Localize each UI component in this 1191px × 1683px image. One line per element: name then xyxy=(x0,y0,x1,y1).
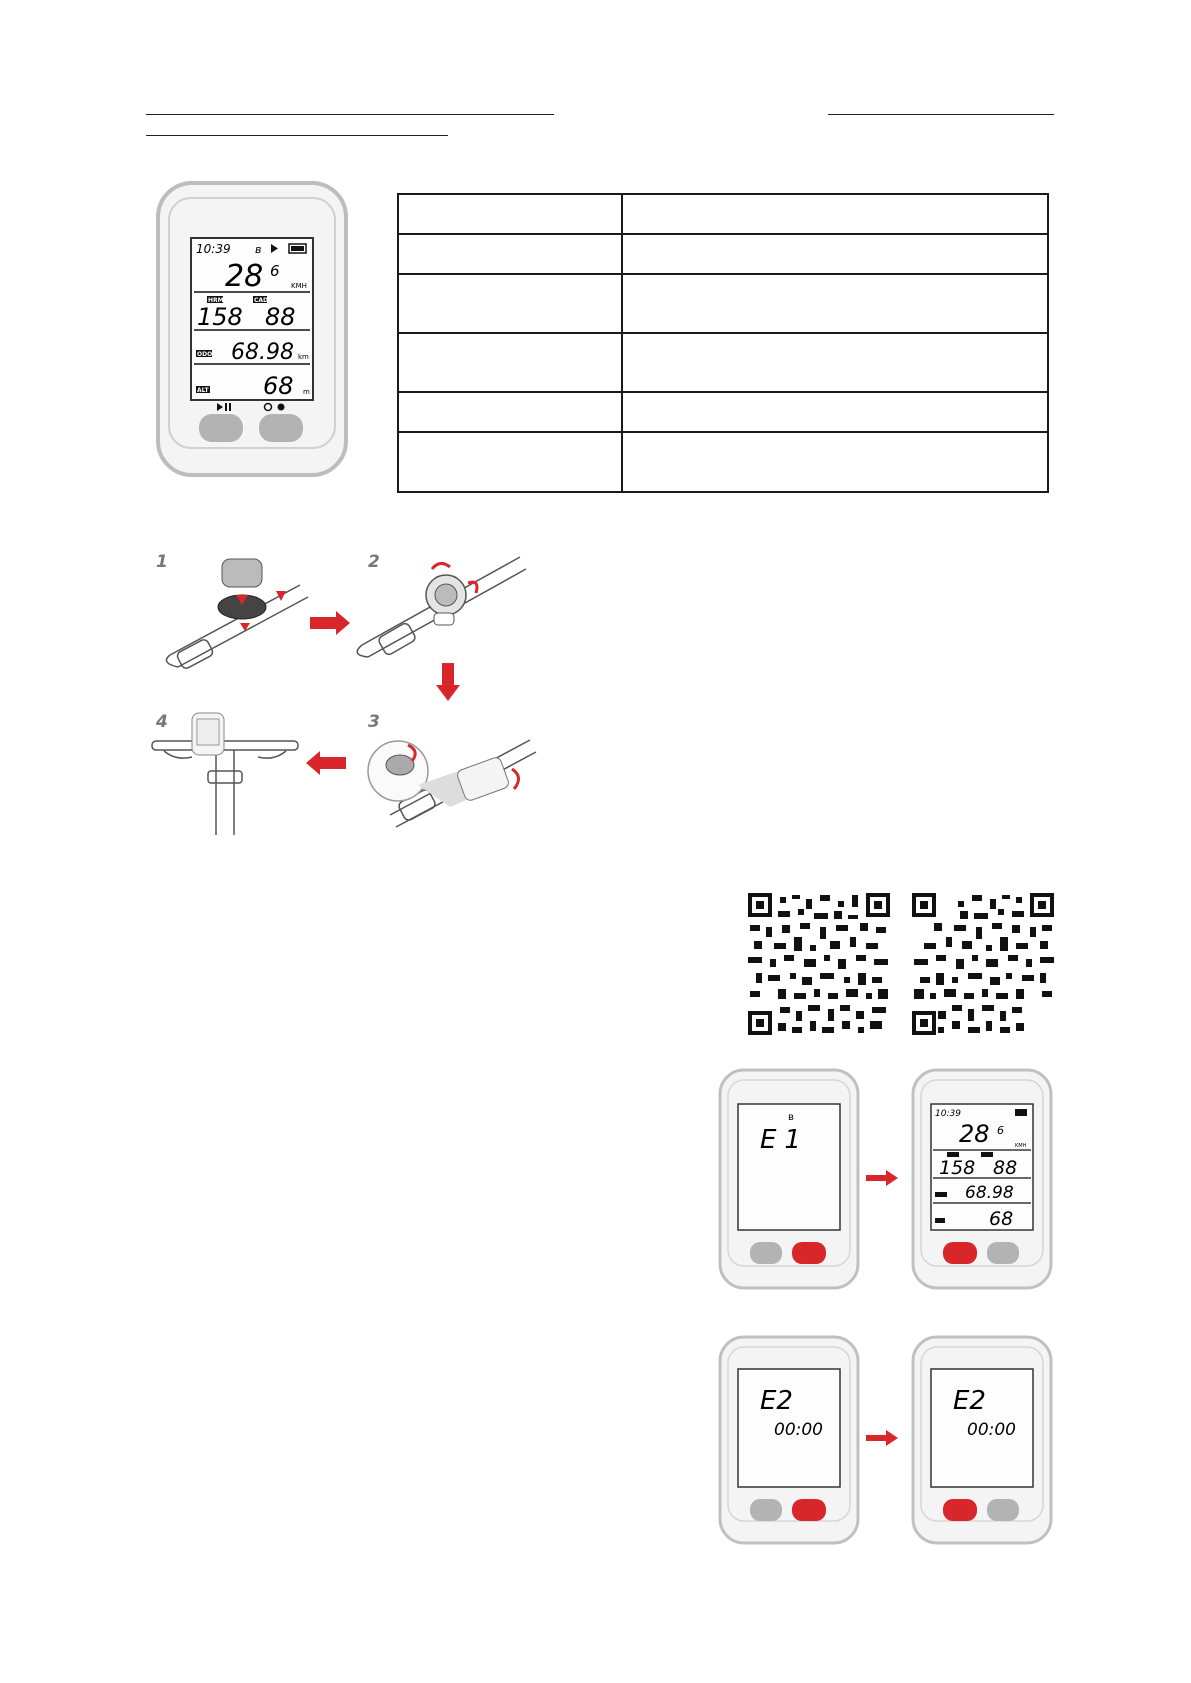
table-cell xyxy=(398,234,622,274)
step-number-3: 3 xyxy=(368,712,380,732)
hrm-tag: HRM xyxy=(208,297,224,304)
rotate-arrow-icon xyxy=(432,563,450,569)
device-heart-rate: 158 xyxy=(197,303,243,331)
spec-table xyxy=(397,193,1049,493)
bluetooth-icon xyxy=(255,243,261,256)
table-row xyxy=(398,333,1048,392)
device-main-illustration xyxy=(155,180,349,478)
e2-result-left-button-highlight[interactable] xyxy=(943,1499,977,1521)
arrow-right-icon xyxy=(866,1170,900,1186)
e2-result-value: 00:00 xyxy=(967,1420,1016,1440)
rotate-arrow-icon xyxy=(512,769,519,789)
e1-result-speed-decimal: 6 xyxy=(997,1124,1004,1137)
table-cell xyxy=(398,432,622,492)
arrow-right-icon xyxy=(310,611,350,635)
device-right-button[interactable] xyxy=(259,414,303,442)
device-cadence: 88 xyxy=(265,303,296,331)
device-odometer: 68.98 xyxy=(231,340,294,365)
e1-result-speed-unit: KMH xyxy=(1015,1143,1027,1149)
table-cell xyxy=(622,432,1048,492)
e1-result-odometer: 68.98 xyxy=(965,1183,1014,1203)
table-row xyxy=(398,432,1048,492)
table-row xyxy=(398,392,1048,432)
table-cell xyxy=(622,392,1048,432)
table-row xyxy=(398,274,1048,333)
e1-result-cadence: 88 xyxy=(993,1157,1018,1179)
bluetooth-icon: ʙ xyxy=(788,1112,794,1123)
table-cell xyxy=(398,333,622,392)
e2-value: 00:00 xyxy=(774,1420,823,1440)
mount-steps-illustration xyxy=(150,545,540,835)
e1-left-button[interactable] xyxy=(750,1242,782,1264)
table-cell xyxy=(398,194,622,234)
arrow-down-icon xyxy=(436,663,460,701)
device-speed: 28 xyxy=(225,259,264,294)
error-e2-device xyxy=(718,1335,860,1545)
e2-result-device xyxy=(911,1335,1053,1545)
arrow-left-icon xyxy=(306,751,346,775)
svg-text:ʙ: ʙ xyxy=(255,243,262,256)
header-rule-right xyxy=(828,114,1054,115)
device-odo-unit: km xyxy=(298,353,309,361)
device-left-button[interactable] xyxy=(199,414,243,442)
e2-result-code: E2 xyxy=(953,1386,986,1416)
e2-result-right-button[interactable] xyxy=(987,1499,1019,1521)
step-number-2: 2 xyxy=(368,552,380,572)
table-row xyxy=(398,194,1048,234)
e1-result-right-button[interactable] xyxy=(987,1242,1019,1264)
device-alt-unit: m xyxy=(303,388,310,396)
device-speed-unit: KMH xyxy=(291,282,307,290)
qr-code-right xyxy=(912,893,1054,1035)
e1-result-altitude: 68 xyxy=(989,1208,1014,1230)
table-cell xyxy=(622,274,1048,333)
e2-code: E2 xyxy=(760,1386,793,1416)
step-number-4: 4 xyxy=(156,712,168,732)
battery-icon xyxy=(1015,1109,1027,1116)
table-cell xyxy=(622,194,1048,234)
e1-right-button-highlight[interactable] xyxy=(792,1242,826,1264)
header-rule-second xyxy=(146,135,448,136)
gear-icon xyxy=(278,404,285,411)
device-time: 10:39 xyxy=(196,242,231,256)
odo-tag: ODO xyxy=(197,351,213,358)
e1-code: E1 xyxy=(760,1125,809,1155)
arrow-right-icon xyxy=(866,1430,900,1446)
e1-result-heart-rate: 158 xyxy=(939,1157,976,1179)
error-e1-device xyxy=(718,1068,860,1290)
e1-result-device xyxy=(911,1068,1053,1290)
step-number-1: 1 xyxy=(156,552,168,572)
e1-result-speed: 28 xyxy=(959,1120,990,1148)
table-cell xyxy=(398,274,622,333)
table-row xyxy=(398,234,1048,274)
cad-tag: CAD xyxy=(254,297,269,304)
alt-tag: ALT xyxy=(197,387,209,394)
qr-code-left xyxy=(748,893,890,1035)
e2-left-button[interactable] xyxy=(750,1499,782,1521)
table-cell xyxy=(622,234,1048,274)
table-cell xyxy=(398,392,622,432)
header-rule-left xyxy=(146,114,554,115)
device-speed-decimal: 6 xyxy=(270,262,280,280)
device-altitude: 68 xyxy=(263,372,294,400)
arrow-down-icon xyxy=(276,591,286,601)
e1-result-time: 10:39 xyxy=(935,1109,961,1119)
e1-result-left-button-highlight[interactable] xyxy=(943,1242,977,1264)
e2-right-button-highlight[interactable] xyxy=(792,1499,826,1521)
table-cell xyxy=(622,333,1048,392)
